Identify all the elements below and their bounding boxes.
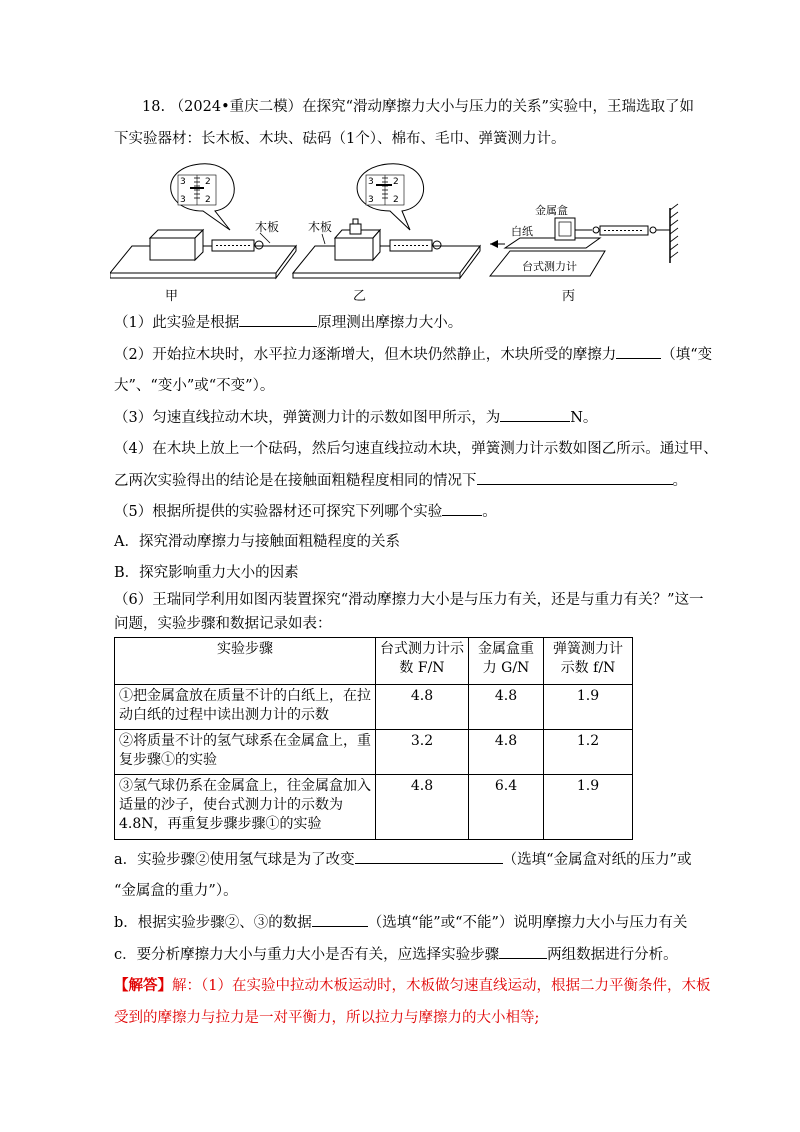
caption-yi: 乙 [353,289,367,304]
subq-a-text-post: （选填“金属盒对纸的压力”或 [502,852,692,868]
subq-b-text: b．根据实验步骤②、③的数据 [114,915,312,931]
cell-G: 6.4 [469,775,544,840]
cell-f: 1.9 [544,775,633,840]
part-4-line2 [114,470,687,491]
figure-yi [293,164,480,304]
subq-c-text: c．要分析摩擦力大小与重力大小是否有关，应选择实验步骤 [114,947,500,963]
table-header-row [115,638,633,685]
part-1-text: （1）此实验是根据 [114,315,240,331]
cell-step: ②将质量不计的氢气球系在金属盒上，重复步骤①的实验 [115,730,376,775]
paper-label: 白纸 [511,225,533,238]
data-table [114,637,633,840]
subq-a-line2: “金属盒的重力”）。 [114,883,238,899]
cell-step: ①把金属盒放在质量不计的白纸上，在拉动白纸的过程中读出测力计的示数 [115,685,376,730]
question-number: 18. [142,99,166,115]
table-row [115,730,633,775]
board-label-yi: 木板 [308,220,333,234]
answer-line1 [114,976,710,996]
subq-a-text: a．实验步骤②使用氢气球是为了改变 [114,852,355,868]
dial-yi [366,175,404,205]
subq-b-text-post: （选填“能”或“不能”）说明摩擦力大小与压力有关 [367,915,688,931]
cell-f: 1.2 [544,730,633,775]
table-row [115,775,633,840]
part-2-line2: 大”、“变小”或“不变”）。 [114,378,275,394]
part-3-text: （3）匀速直线拉动木块，弹簧测力计的示数如图甲所示，为 [114,410,501,426]
dial-digit: 2 [205,177,211,187]
dial-jia [178,175,216,205]
part-5-text: （5）根据所提供的实验器材还可探究下列哪个实验 [114,504,443,520]
question-source: （2024•重庆二模） [169,99,303,115]
part-3 [114,407,597,428]
subq-b [114,912,687,933]
header-f: 弹簧测力计示数 f/N [544,638,633,685]
board-yi [293,246,480,273]
blank-3[interactable] [500,407,570,422]
part-1 [114,312,462,333]
cell-F: 3.2 [376,730,469,775]
part-2 [114,344,712,365]
caption-bing: 丙 [562,289,576,304]
cell-F: 4.8 [376,775,469,840]
part-4-text: 乙两次实验得出的结论是在接触面粗糙程度相同的情况下 [114,473,477,489]
box-label: 金属盒 [535,204,568,217]
part-2-text-post: （填“变 [661,347,713,363]
wood-block-yi [335,238,373,260]
part-6-line2: 问题，实验步骤和数据记录如表： [114,616,332,632]
dial-digit: 2 [393,195,399,205]
caption-jia: 甲 [165,289,179,304]
header-F: 台式测力计示数 F/N [376,638,469,685]
part-6-line1: （6）王瑞同学利用如图丙装置探究“滑动摩擦力大小是与压力有关，还是与重力有关？”这一 [114,592,704,608]
dial-digit: 2 [205,195,211,205]
scale-label: 台式测力计 [522,260,577,273]
blank-2[interactable] [616,344,661,359]
figure-bing [490,203,678,304]
part-2-text: （2）开始拉木块时，水平拉力逐渐增大，但木块仍然静止，木块所受的摩擦力 [114,347,617,363]
blank-b[interactable] [312,912,368,927]
cell-G: 4.8 [469,685,544,730]
weight-yi [350,224,361,234]
header-step: 实验步骤 [115,638,376,685]
blank-a[interactable] [355,849,503,864]
blank-4[interactable] [477,470,673,485]
dial-digit: 3 [180,177,186,187]
question-intro-a: 在探究“滑动摩擦力大小与压力的关系”实验中，王瑞选取了如 [302,99,694,115]
wood-block-jia [150,238,195,260]
header-G: 金属盒重力 G/N [469,638,544,685]
answer-line2: 受到的摩擦力与拉力是一对平衡力，所以拉力与摩擦力的大小相等; [114,1010,540,1026]
blank-1[interactable] [239,312,317,327]
subq-c-text-post: 两组数据进行分析。 [547,947,678,963]
dial-digit: 2 [393,177,399,187]
cell-F: 4.8 [376,685,469,730]
board-label-jia: 木板 [255,220,280,234]
table-row [115,685,633,730]
cell-G: 4.8 [469,730,544,775]
part-4-line1: （4）在木块上放上一个砝码，然后匀速直线拉动木块，弹簧测力计示数如图乙所示。通过甲、 [114,441,718,457]
option-b: B．探究影响重力大小的因素 [114,565,299,581]
cell-f: 1.9 [544,685,633,730]
answer-text-1: 解：（1）在实验中拉动木板运动时，木板做匀速直线运动，根据二力平衡条件，木板 [172,978,711,994]
question-intro-line2: 下实验器材：长木板、木块、砝码（1个）、棉布、毛巾、弹簧测力计。 [114,131,566,147]
subq-a [114,849,691,870]
white-paper [505,238,600,248]
dial-digit: 3 [180,195,186,205]
subq-c [114,944,678,965]
part-5 [114,501,497,522]
figure-jia [110,164,296,304]
blank-c[interactable] [499,944,547,959]
dial-digit: 3 [368,195,374,205]
answer-tag: 【解答】 [114,977,172,994]
option-a: A．探究滑动摩擦力与接触面粗糙程度的关系 [114,534,400,550]
cell-step: ③氢气球仍系在金属盒上，往金属盒加入适量的沙子，使台式测力计的示数为4.8N，再重复步骤步骤①的实验 [115,775,376,840]
part-4-text-post: 。 [672,473,687,489]
blank-5[interactable] [442,501,482,516]
part-3-text-post: N。 [570,410,598,426]
part-1-text-post: 原理测出摩擦力大小。 [317,315,463,331]
dial-digit: 3 [368,177,374,187]
part-5-text-post: 。 [482,504,497,520]
question-intro-line1 [142,97,694,117]
experiment-figure [110,158,690,306]
